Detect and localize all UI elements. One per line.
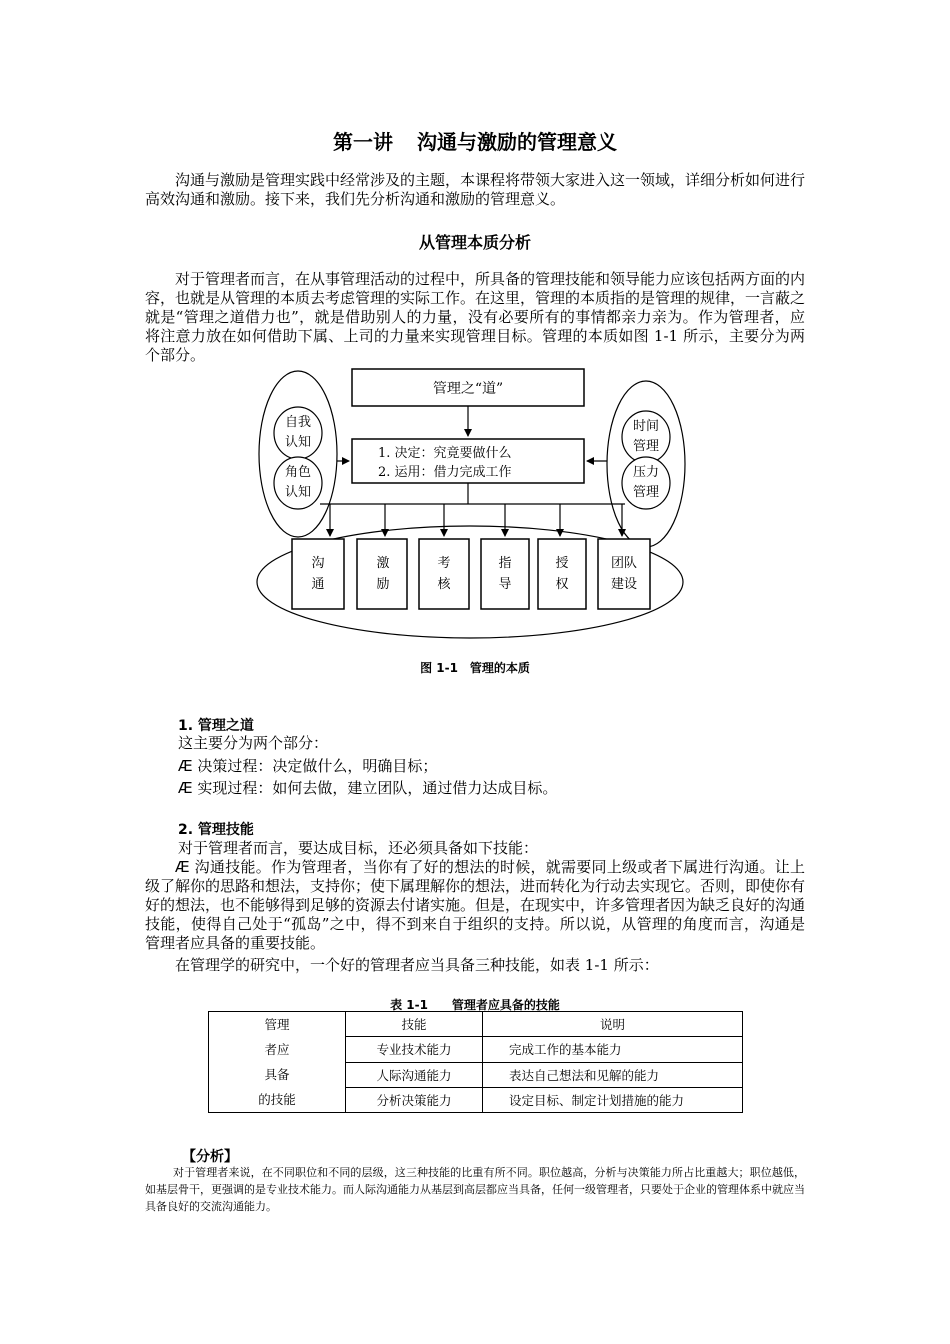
skills-table: [208, 1011, 743, 1113]
svg-text:团队: 团队: [610, 556, 638, 571]
title-lecture: 第一讲: [333, 130, 393, 154]
s2-heading: 2. 管理技能: [178, 822, 254, 838]
svg-text:授: 授: [555, 556, 569, 571]
s1-heading: 1. 管理之道: [178, 718, 254, 734]
svg-text:权: 权: [555, 577, 569, 592]
skill-cell: 人际沟通能力: [346, 1062, 483, 1087]
management-essence-diagram: [0, 360, 950, 660]
center-line-1: 1. 决定：究竟要做什么: [378, 446, 512, 461]
analysis-heading: 【分析】: [182, 1149, 238, 1165]
bullet-symbol: Æ: [175, 858, 190, 876]
desc-cell: 完成工作的基本能力: [483, 1037, 743, 1062]
center-line-2: 2. 运用：借力完成工作: [378, 465, 512, 480]
skill-cell: 专业技术能力: [346, 1037, 483, 1062]
desc-cell: 表达自己想法和见解的能力: [483, 1062, 743, 1087]
bullet-symbol: Æ: [178, 757, 193, 775]
s1-bullet-2: [178, 779, 557, 798]
right-top-line1: 时间: [632, 419, 660, 434]
merged-line-1: 管理: [264, 1017, 290, 1032]
s1-bullet-2-text: 实现过程：如何去做，建立团队，通过借力达成目标。: [197, 779, 558, 797]
desc-cell: 设定目标、制定计划措施的能力: [483, 1087, 743, 1112]
s1-bullet-1: [178, 757, 437, 776]
page-title: [0, 126, 950, 155]
svg-text:核: 核: [437, 577, 451, 592]
top-box-label: 管理之“道”: [432, 381, 504, 397]
svg-text:通: 通: [311, 577, 325, 592]
bottom-box-5: [538, 504, 586, 609]
header-desc: 说明: [483, 1012, 743, 1037]
essence-paragraph: 对于管理者而言，在从事管理活动的过程中，所具备的管理技能和领导能力应该包括两方面的内容，也就是从管理的本质去考虑管理的实际工作。在这里，管理的本质指的是管理的规律，一言蔽之就是“管理之道借力也”，就是借助别人的力量，没有必要所有的事情都亲力亲为。作为管理者，应将注意力放在如何借助下属、上司的力量来实现管理目标。管理的本质如图 1-1 所示，主要分为两个部分。: [145, 270, 806, 364]
right-bottom-line2: 管理: [632, 485, 660, 500]
analysis-text: 对于管理者来说，在不同职位和不同的层级，这三种技能的比重有所不同。职位越高，分析与决策能力所占比重越大；职位越低，如基层骨干，更强调的是专业技术能力。而人际沟通能力从基层到高层都应当具备，任何一级管理者，只要处于企业的管理体系中就应当具备良好的交流沟通能力。: [145, 1166, 805, 1213]
bullet-symbol: Æ: [178, 779, 193, 797]
s2-paragraph-text: 沟通技能。作为管理者，当你有了好的想法的时候，就需要同上级或者下属进行沟通。让上级了解你的思路和想法，支持你；使下属理解你的想法，进而转化为行动去实现它。否则，即使你有好的想法，也不能够得到足够的资源去付诸实施。但是，在现实中，许多管理者因为缺乏良好的沟通技能，使得自己处于“孤岛”之中，得不到来自于组织的支持。所以说，从管理的角度而言，沟通是管理者应具备的重要技能。: [145, 858, 806, 952]
s1-intro: 这主要分为两个部分：: [178, 734, 329, 752]
table-caption: 表 1-1 管理者应具备的技能: [390, 998, 560, 1012]
right-top-line2: 管理: [632, 439, 660, 454]
right-bottom-line1: 压力: [632, 465, 660, 480]
intro-paragraph: 沟通与激励是管理实践中经常涉及的主题，本课程将带领大家进入这一领域，详细分析如何进行高效沟通和激励。接下来，我们先分析沟通和激励的管理意义。: [145, 171, 806, 208]
skill-cell: 分析决策能力: [346, 1087, 483, 1112]
merged-line-4: 的技能: [258, 1092, 296, 1107]
svg-text:导: 导: [498, 577, 512, 592]
svg-text:激: 激: [376, 556, 390, 571]
bottom-box-3: [419, 504, 469, 609]
header-skill: 技能: [346, 1012, 483, 1037]
bottom-box-2: [357, 504, 407, 609]
s2-intro: 对于管理者而言，要达成目标，还必须具备如下技能：: [178, 839, 539, 857]
svg-text:励: 励: [376, 577, 390, 592]
figure-caption: 图 1-1 管理的本质: [420, 661, 530, 675]
left-top-line2: 认知: [284, 435, 312, 450]
svg-text:沟: 沟: [311, 556, 325, 571]
s2-paragraph: [145, 858, 805, 953]
svg-text:考: 考: [437, 556, 451, 571]
section-heading: 从管理本质分析: [418, 233, 531, 252]
svg-text:指: 指: [498, 556, 512, 571]
left-bottom-line2: 认知: [284, 485, 312, 500]
merged-line-2: 者应: [264, 1042, 290, 1057]
merged-cell: [209, 1012, 346, 1113]
bottom-box-4: [481, 504, 529, 609]
svg-text:建设: 建设: [610, 577, 638, 592]
left-bottom-line1: 角色: [284, 465, 312, 480]
s1-bullet-1-text: 决策过程：决定做什么，明确目标；: [197, 757, 438, 775]
merged-line-3: 具备: [264, 1067, 290, 1082]
table-header-row: [209, 1012, 743, 1037]
s2-paragraph-2: 在管理学的研究中，一个好的管理者应当具备三种技能，如表 1-1 所示：: [175, 956, 659, 974]
left-top-line1: 自我: [284, 415, 312, 430]
title-topic: 沟通与激励的管理意义: [417, 130, 617, 154]
